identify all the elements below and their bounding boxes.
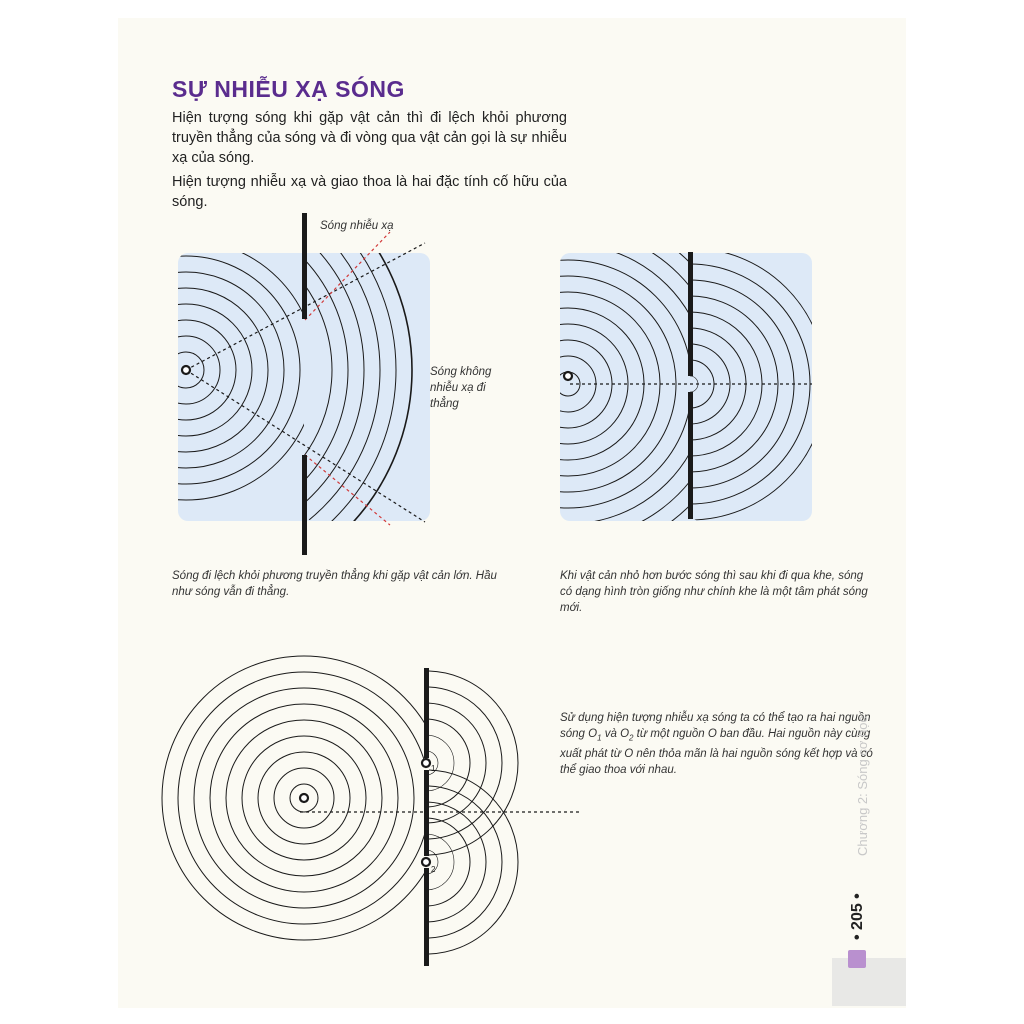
label-diffracted-wave: Sóng nhiễu xạ bbox=[320, 220, 394, 232]
barrier-segment-top bbox=[424, 668, 429, 758]
paragraph-properties: Hiện tượng nhiễu xạ và giao thoa là hai đặc tính cố hữu của sóng. bbox=[172, 174, 567, 210]
section-title: SỰ NHIỄU XẠ SÓNG bbox=[172, 76, 405, 102]
label-o1-sub: 1 bbox=[431, 764, 436, 773]
source-o1 bbox=[422, 759, 430, 767]
caption-3-part-c: từ một nguồn O ban đầu. Hai nguồn này cùng xuất phát từ O nên thỏa mãn là hai nguồn sóng kết hợp và có thể giao thoa với nhau. bbox=[560, 728, 873, 777]
barrier-segment-bottom bbox=[424, 868, 429, 966]
subscript-2: 2 bbox=[629, 733, 634, 743]
chapter-label: Chương 2: Sóng cơ học bbox=[855, 716, 870, 856]
chapter-color-marker bbox=[848, 950, 866, 968]
barrier-segment-middle bbox=[424, 770, 429, 856]
source-o2 bbox=[422, 858, 430, 866]
page-number: • 205 • bbox=[849, 893, 866, 940]
label-o2-sub: 2 bbox=[431, 865, 436, 874]
caption-figure-2: Khi vật cản nhỏ hơn bước sóng thì sau khi đi qua khe, sóng có dạng hình tròn giống như chính khe là một tâm phát sóng mới. bbox=[560, 570, 868, 614]
caption-figure-1: Sóng đi lệch khỏi phương truyền thẳng khi gặp vật cản lớn. Hầu như sóng vẫn đi thẳng. bbox=[172, 570, 497, 598]
paragraph-definition: Hiện tượng sóng khi gặp vật cản thì đi lệch khỏi phương truyền thẳng của sóng và đi vòng qua vật cản gọi là sự nhiễu xạ của sóng. bbox=[172, 110, 567, 166]
label-straight-wave: Sóng không nhiễu xạ đi thẳng bbox=[430, 366, 492, 410]
subscript-1: 1 bbox=[597, 733, 602, 743]
source-o bbox=[300, 794, 308, 802]
caption-3-part-a: Sử dụng hiện tượng nhiễu xạ sóng ta có thể tạo ra hai nguồn sóng O bbox=[560, 712, 871, 740]
caption-figure-3 bbox=[560, 710, 875, 778]
caption-3-part-b: và O bbox=[601, 728, 630, 740]
footer-tab bbox=[832, 958, 906, 1006]
